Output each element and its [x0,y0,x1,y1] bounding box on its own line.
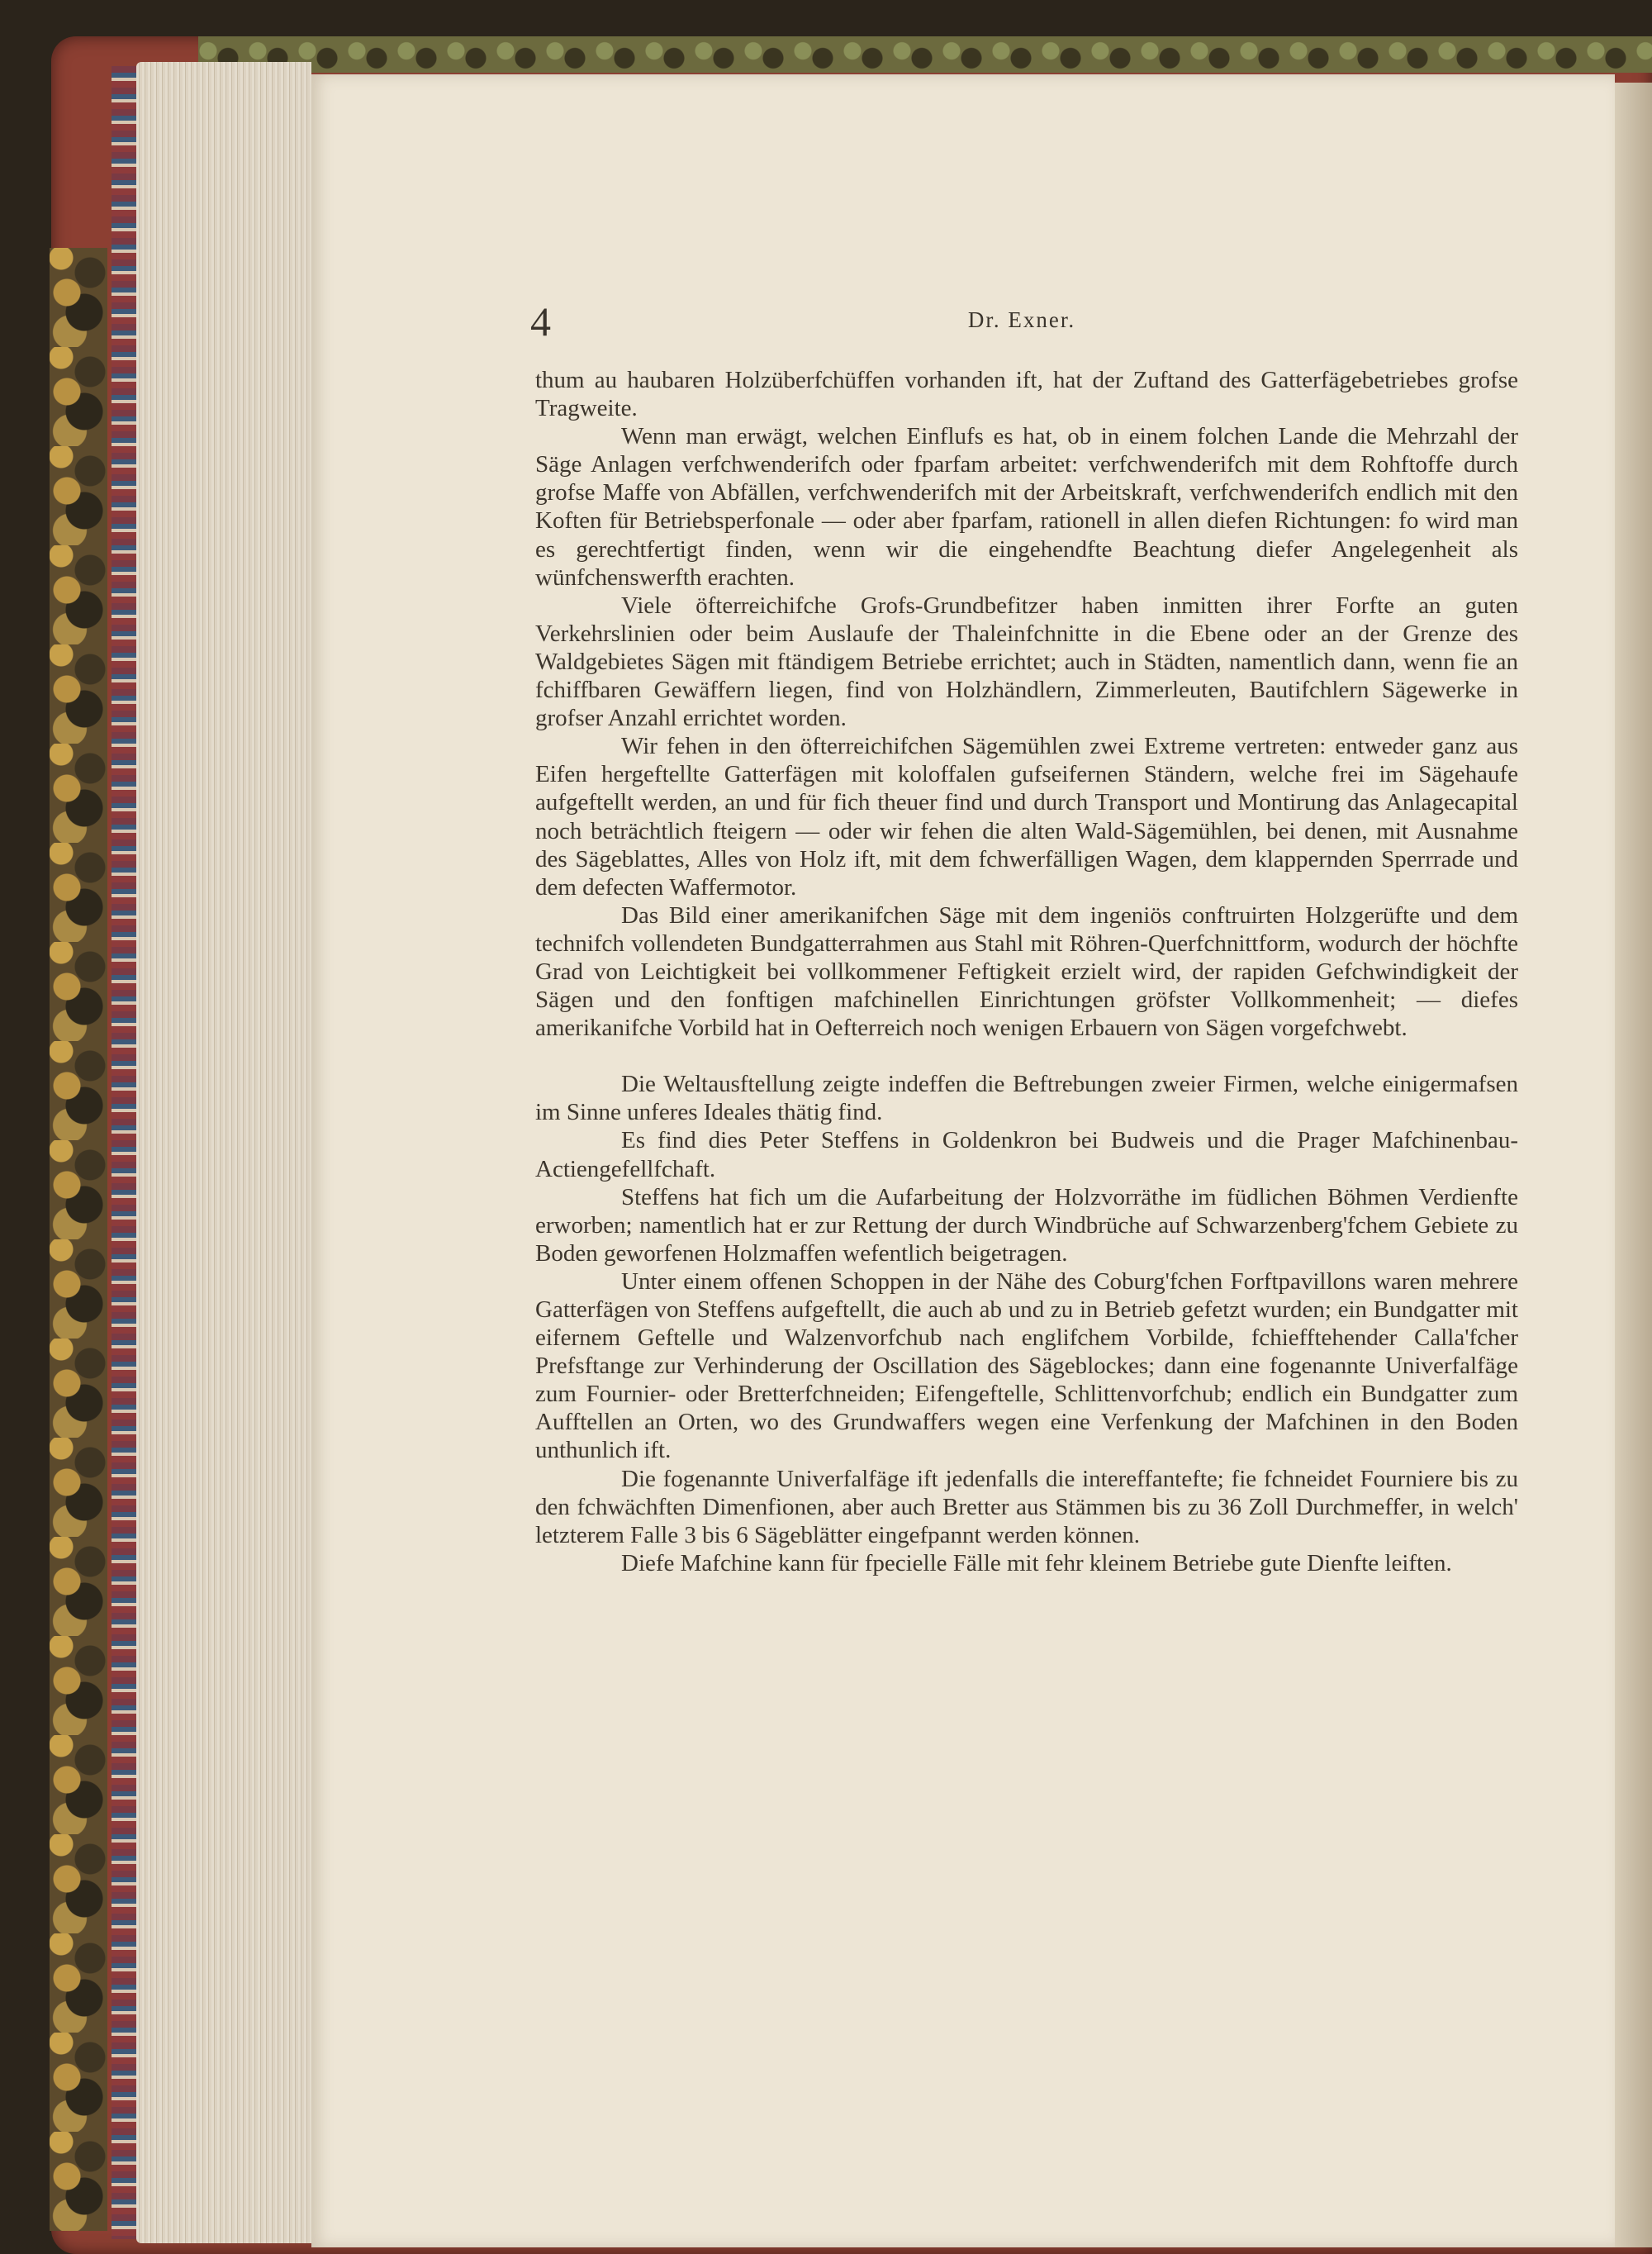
marbled-page-edge [112,66,136,2239]
page-header [530,297,1513,347]
paragraph: Die Weltausftellung zeigte indeffen die Beftrebungen zweier Firmen, welche einigermafsen im Sinne unferes Ideales thätig find. [535,1071,1518,1126]
marbled-endpaper-top [198,36,1652,73]
paragraph: Wir fehen in den öfterreichifchen Sägemühlen zwei Extreme vertreten: entweder ganz aus Eifen hergeftellte Gatterfägen mit koloffalen gufseifernen Ständern, welche frei im Sägehaufe aufgeftellt werden, an und für fich theuer find und durch Transport und Montirung das Anlagecapital noch beträchtlich fteigern — oder wir fehen die alten Wald-Sägemühlen, bei denen, mit Ausnahme des Sägeblattes, Alles von Holz ift, mit dem fchwerfälligen Wagen, dem klappernden Sperrrade und dem defecten Waffermotor. [535,733,1518,901]
facing-page-edge [1615,83,1652,2247]
marbled-endpaper-left [50,248,107,2231]
page-number: 4 [530,298,551,345]
paragraph: Die fogenannte Univerfalfäge ift jedenfalls die intereffantefte; fie fchneidet Fourniere bis zu den fchwächften Dimenfionen, aber auch Bretter aus Stämmen bis zu 36 Zoll Durchmeffer, in welch' letzterem Falle 3 bis 6 Sägeblätter eingefpannt werden können. [535,1465,1518,1548]
paragraph: Das Bild einer amerikanifchen Säge mit dem ingeniös conftruirten Holzgerüfte und dem technifch vollendeten Bundgatterrahmen aus Stahl mit Röhren-Querfchnittform, wodurch der höchfte Grad von Leichtigkeit bei vollkommener Feftigkeit erzielt wird, der rapiden Gefchwindigkeit der Sägen und den fonftigen mafchinellen Einrichtungen gröfster Vollkommenheit; — diefes amerikanifche Vorbild hat in Oefterreich noch wenigen Erbauern von Sägen vorgefchwebt. [535,901,1518,1042]
running-head: Dr. Exner. [967,307,1076,332]
paragraph: Es find dies Peter Steffens in Goldenkron bei Budweis und die Prager Mafchinenbau-Actiengefellfchaft. [535,1127,1518,1182]
body-text [535,366,1518,1577]
page-stack [136,62,311,2243]
paragraph: thum au haubaren Holzüberfchüffen vorhanden ift, hat der Zuftand des Gatterfägebetriebes grofse Tragweite. [535,367,1518,422]
paragraph: Wenn man erwägt, welchen Einflufs es hat, ob in einem folchen Lande die Mehrzahl der Säge Anlagen verfchwenderifch oder fparfam arbeitet: verfchwenderifch mit dem Rohftoffe durch grofse Maffe von Abfällen, verfchwenderifch mit der Arbeitskraft, verfchwenderifch endlich mit den Koften für Betriebsperfonale — oder aber fparfam, rationell in allen diefen Richtungen: fo wird man es gerechtfertigt finden, wenn wir die eingehendfte Beachtung diefer Angelegenheit als wünfchenswerfth erachten. [535,423,1518,591]
paragraph: Steffens hat fich um die Aufarbeitung der Holzvorräthe im füdlichen Böhmen Verdienfte erworben; namentlich hat er zur Rettung der durch Windbrüche auf Schwarzenberg'fchem Gebiete zu Boden geworfenen Holzmaffen wefentlich beigetragen. [535,1183,1518,1267]
paragraph: Viele öfterreichifche Grofs-Grundbefitzer haben inmitten ihrer Forfte an guten Verkehrslinien oder beim Auslaufe der Thaleinfchnitte in die Ebene oder an der Grenze des Waldgebietes Sägen mit ftändigem Betriebe errichtet; auch in Städten, namentlich dann, wenn fie an fchiffbaren Gewäffern liegen, find von Holzhändlern, Zimmerleuten, Bautifchlern Sägewerke in grofser Anzahl errichtet worden. [535,592,1518,732]
paragraph: Unter einem offenen Schoppen in der Nähe des Coburg'fchen Forftpavillons waren mehrere Gatterfägen von Steffens aufgeftellt, die auch ab und zu in Betrieb gefetzt wurden; ein Bundgatter mit eifernem Geftelle und Walzenvorfchub nach englifchem Vorbilde, fchiefftehender Calla'fcher Prefsftange zur Verhinderung der Oscillation des Sägeblockes; dann eine fogenannte Univerfalfäge zum Fournier- oder Bretterfchneiden; Eifengeftelle, Schlittenvorfchub; endlich ein Bundgatter zum Aufftellen an Orten, wo des Grundwaffers wegen eine Verfenkung der Mafchinen in den Boden unthunlich ift. [535,1267,1518,1464]
paragraph: Diefe Mafchine kann für fpecielle Fälle mit fehr kleinem Betriebe gute Dienfte leiften. [621,1549,1452,1576]
